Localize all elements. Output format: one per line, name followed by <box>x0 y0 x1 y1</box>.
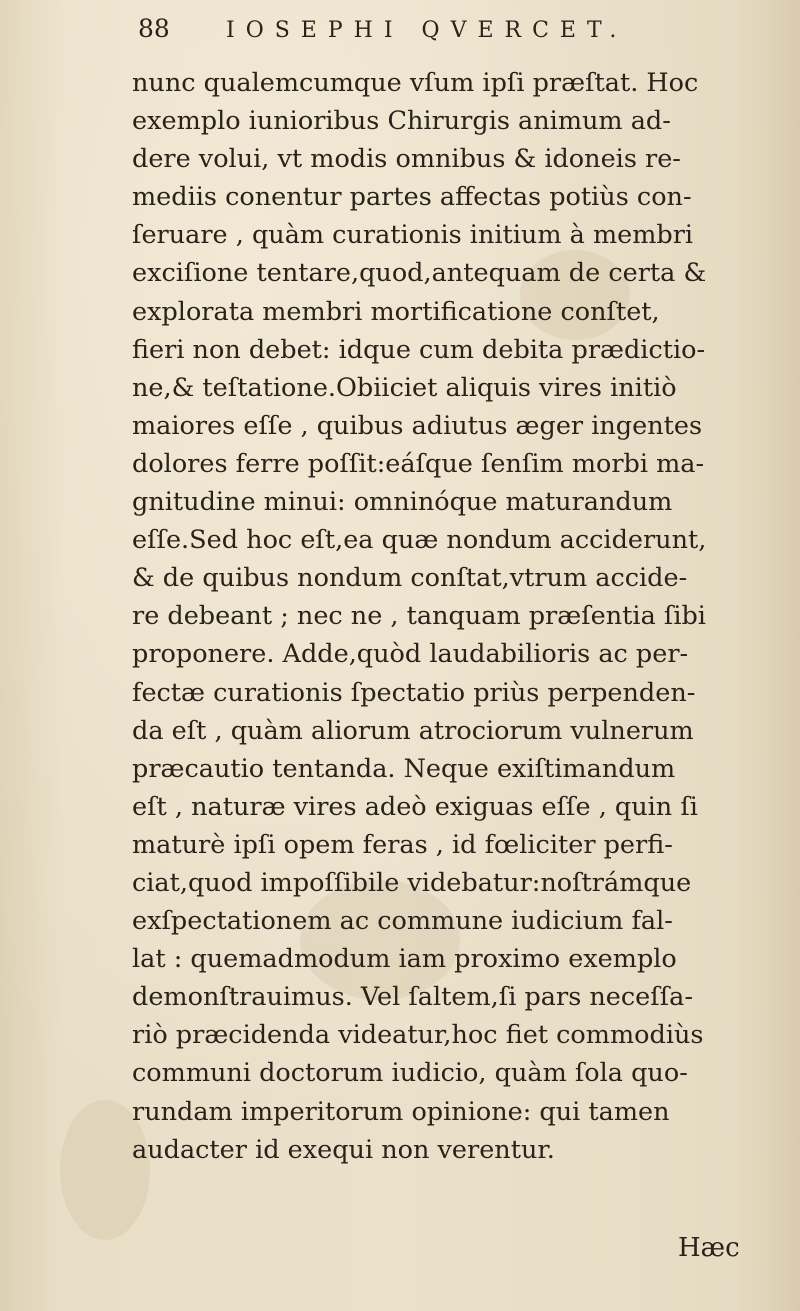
text-line: dolores ferre poſſit:eáſque ſenſim morbi ma- <box>132 448 705 479</box>
catchword: Hæc <box>678 1233 740 1263</box>
text-line: re debeant ; nec ne , tanquam præſentia ſibi <box>132 601 706 632</box>
text-line: & de quibus nondum conſtat,vtrum accide- <box>132 563 688 594</box>
body-text <box>132 64 772 1169</box>
text-line: exemplo iunioribus Chirurgis animum ad- <box>132 106 671 137</box>
running-head: IOSEPHI QVERCET. <box>226 18 628 43</box>
text-line: fieri non debet: idque cum debita prædictio- <box>132 334 706 365</box>
text-line: exciſione tentare,quod,antequam de certa & <box>132 258 707 289</box>
text-line: rundam imperitorum opinione: qui tamen <box>132 1096 670 1127</box>
text-line: ſeruare , quàm curationis initium à membri <box>132 220 694 251</box>
text-line: maiores eſſe , quibus adiutus æger ingentes <box>132 410 703 441</box>
text-line: exſpectationem ac commune iudicium fal- <box>132 906 673 937</box>
text-line: da eſt , quàm aliorum atrociorum vulnerum <box>132 715 694 746</box>
text-line: lat : quemadmodum iam proximo exemplo <box>132 944 677 975</box>
page-header <box>138 14 778 48</box>
text-line: riò præcidenda videatur,hoc fiet commodiùs <box>132 1020 704 1051</box>
text-line: proponere. Adde,quòd laudabilioris ac per- <box>132 639 689 670</box>
text-line: eſt , naturæ vires adeò exiguas eſſe , quin ſi <box>132 791 698 822</box>
text-line: demonſtrauimus. Vel ſaltem,ſi pars neceſſa- <box>132 982 693 1013</box>
text-line: explorata membri mortificatione conſtet, <box>132 296 660 327</box>
text-line: fectæ curationis ſpectatio priùs perpenden- <box>132 677 696 708</box>
text-line: maturè ipſi opem feras , id fœliciter perfi- <box>132 829 673 860</box>
text-line: communi doctorum iudicio, quàm ſola quo- <box>132 1058 688 1089</box>
text-line: audacter id exequi non verentur. <box>132 1134 555 1165</box>
page-number: 88 <box>138 14 170 43</box>
text-line: gnitudine minui: omninóque maturandum <box>132 487 673 518</box>
text-line: dere volui, vt modis omnibus & idoneis re- <box>132 144 681 175</box>
text-line: ciat,quod impoſſibile videbatur:noſtrámque <box>132 867 692 898</box>
text-line: præcautio tentanda. Neque exiſtimandum <box>132 753 676 784</box>
text-line: eſſe.Sed hoc eſt,ea quæ nondum acciderunt, <box>132 525 707 556</box>
text-line: mediis conentur partes affectas potiùs con- <box>132 182 692 213</box>
text-line: ne,& teſtatione.Obiiciet aliquis vires initiò <box>132 372 677 403</box>
text-line: nunc qualemcumque vſum ipſi præſtat. Hoc <box>132 68 699 98</box>
